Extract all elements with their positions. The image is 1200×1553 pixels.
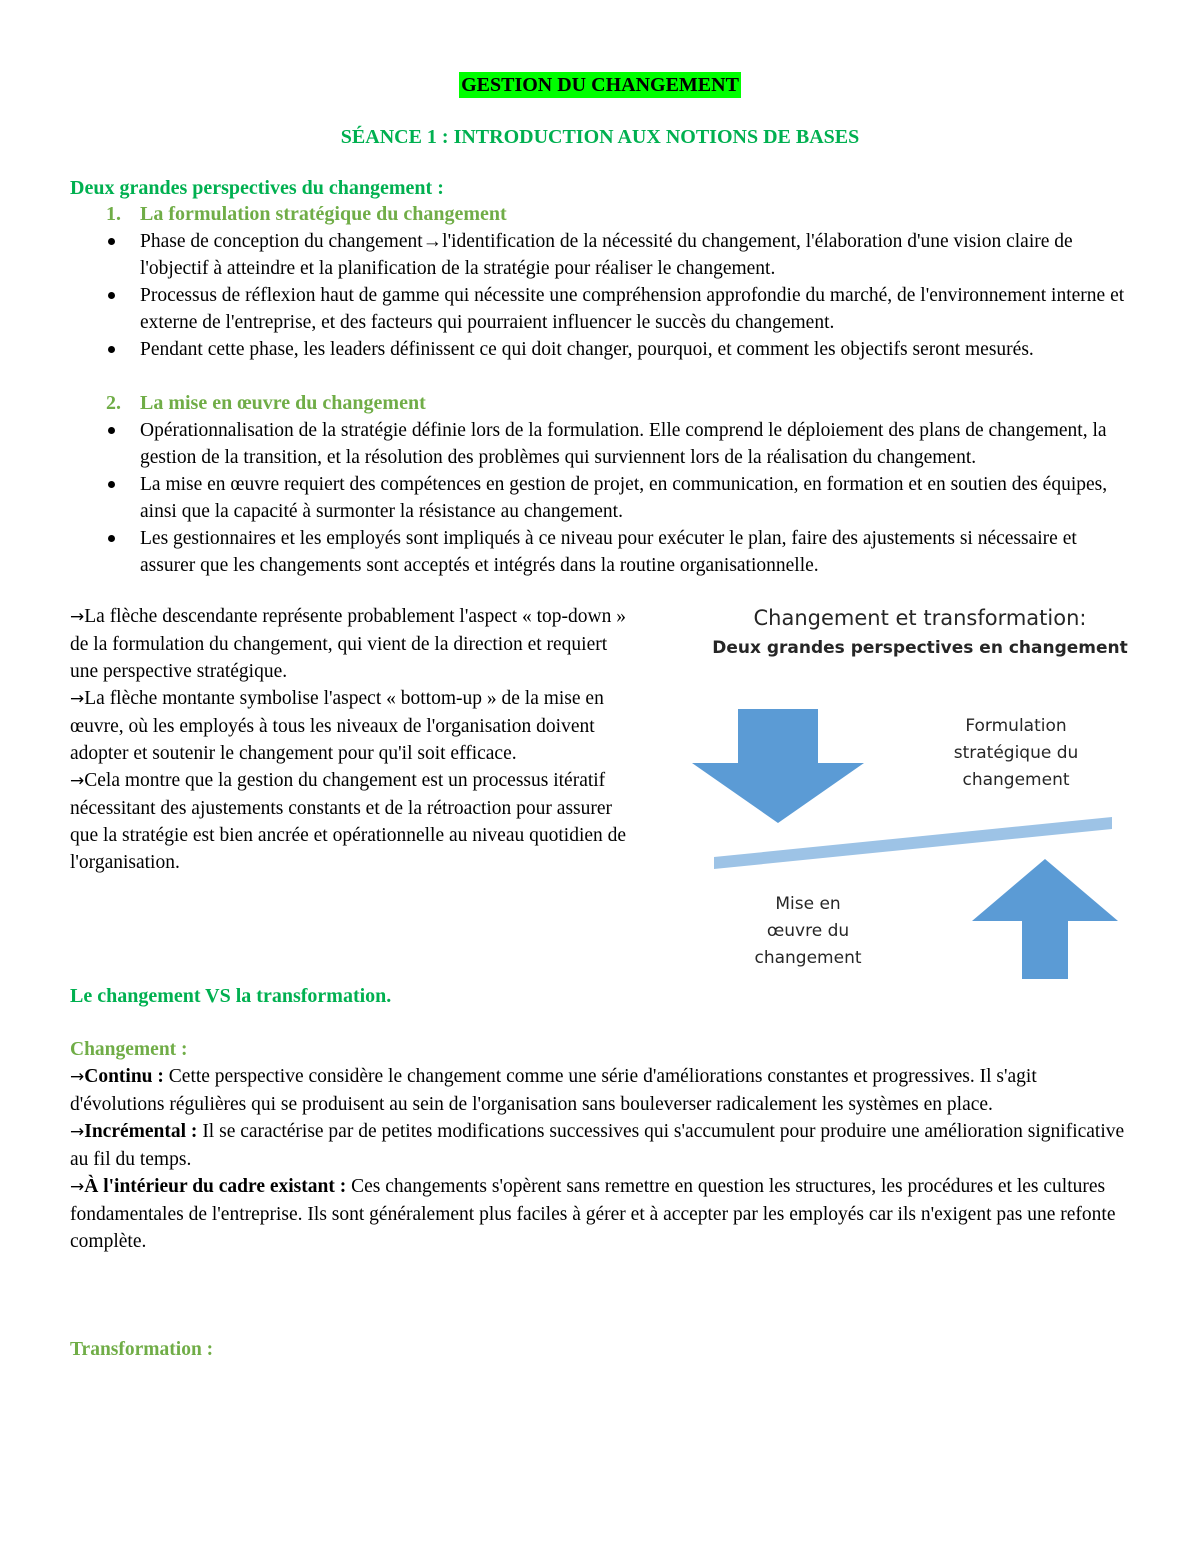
changement-item-continu bbox=[70, 1063, 1130, 1118]
item-title: La mise en œuvre du changement bbox=[140, 392, 426, 414]
up-arrow-icon bbox=[972, 859, 1118, 979]
right-arrow-icon: → bbox=[70, 771, 85, 791]
list-item bbox=[70, 471, 1130, 525]
bullet-icon bbox=[108, 427, 115, 434]
down-arrow-icon bbox=[692, 709, 864, 823]
formulation-label-line-1: Formulation bbox=[965, 716, 1067, 736]
list-item bbox=[70, 228, 1130, 282]
note-bottom-up bbox=[70, 685, 630, 767]
note-top-down bbox=[70, 603, 630, 685]
section-heading-changement-vs-transformation: Le changement VS la transformation. bbox=[70, 985, 392, 1007]
mise-label-line-3: changement bbox=[754, 948, 862, 968]
bullet-icon bbox=[108, 238, 115, 245]
title-row bbox=[70, 72, 1130, 102]
bullet-text: Phase de conception du changement→l'identification de la nécessité du changement, l'élaboration d'une vision claire de l'objectif à atteindre et la planification de la stratégie pour réaliser le changement. bbox=[140, 231, 1073, 279]
session-subtitle: SÉANCE 1 : INTRODUCTION AUX NOTIONS DE BASES bbox=[340, 126, 860, 148]
note-text: La flèche montante symbolise l'aspect « bottom-up » de la mise en œuvre, où les employés à tous les niveaux de l'organisation doivent adopter et soutenir le changement pour qu'il soit efficace. bbox=[70, 688, 604, 764]
arrow-notes bbox=[70, 603, 630, 876]
item-text: Ces changements s'opèrent sans remettre en question les structures, les procédures et les cultures fondamentales de l'entreprise. Ils sont généralement plus faciles à gérer et à accepter par les employés car ils n'exigent pas une refonte complète. bbox=[70, 1176, 1116, 1252]
right-arrow-icon: → bbox=[70, 689, 85, 709]
bullet-text: Pendant cette phase, les leaders définissent ce qui doit changer, pourquoi, et comment les objectifs seront mesurés. bbox=[140, 339, 1034, 360]
document-title: GESTION DU CHANGEMENT bbox=[461, 74, 739, 96]
right-arrow-icon: → bbox=[70, 1122, 85, 1142]
item-label: Incrémental : bbox=[84, 1121, 198, 1142]
formulation-label-line-2: stratégique du bbox=[953, 743, 1079, 763]
perspectives-diagram bbox=[690, 603, 1130, 983]
notes-and-diagram bbox=[70, 603, 1130, 983]
right-arrow-icon: → bbox=[70, 1177, 85, 1197]
bullet-icon bbox=[108, 346, 115, 353]
bullet-icon bbox=[108, 292, 115, 299]
mise-label-line-2: œuvre du bbox=[766, 921, 850, 941]
list-item bbox=[70, 336, 1130, 363]
bullet-list-mise-en-oeuvre bbox=[70, 417, 1130, 579]
note-text: Cela montre que la gestion du changement est un processus itératif nécessitant des ajustements constants et de la rétroaction pour assurer que la stratégie est bien ancrée et opérationnelle au niveau quotidien de l'organisation. bbox=[70, 770, 627, 873]
note-text: La flèche descendante représente probablement l'aspect « top-down » de la formulation du changement, qui vient de la direction et requiert une perspective stratégique. bbox=[70, 606, 626, 682]
document-page bbox=[70, 72, 1130, 1363]
balance-bar bbox=[714, 817, 1112, 869]
item-title: La formulation stratégique du changement bbox=[140, 203, 507, 225]
note-iterative bbox=[70, 767, 630, 876]
item-text: Cette perspective considère le changement comme une série d'améliorations constantes et progressives. Il s'agit d'évolutions régulières qui se produisent au sein de l'organisation sans bouleverser radicalement les systèmes en place. bbox=[70, 1066, 1037, 1115]
mise-label-line-1: Mise en bbox=[775, 894, 841, 914]
item-number: 2. bbox=[106, 392, 121, 414]
diagram-title: Changement et transformation: bbox=[753, 606, 1087, 630]
changement-item-cadre-existant bbox=[70, 1173, 1130, 1255]
bullet-text: Processus de réflexion haut de gamme qui nécessite une compréhension approfondie du marché, de l'environnement interne et externe de l'entreprise, et des facteurs qui pourraient influencer le succès du changement. bbox=[140, 285, 1125, 333]
section-heading-perspectives: Deux grandes perspectives du changement : bbox=[70, 177, 444, 199]
list-item bbox=[70, 282, 1130, 336]
bullet-text: Opérationnalisation de la stratégie définie lors de la formulation. Elle comprend le déploiement des plans de changement, la gestion de la transition, et la résolution des problèmes qui surviennent lors de la réalisation du changement. bbox=[140, 420, 1107, 468]
item-number: 1. bbox=[106, 203, 121, 225]
spacer bbox=[70, 1255, 1130, 1336]
item-text: Il se caractérise par de petites modifications successives qui s'accumulent pour produire une amélioration significative au fil du temps. bbox=[70, 1121, 1125, 1170]
numbered-item-mise-en-oeuvre bbox=[70, 390, 1130, 417]
bullet-icon bbox=[108, 535, 115, 542]
right-arrow-icon: → bbox=[70, 1067, 85, 1087]
spacer bbox=[70, 1009, 1130, 1036]
changement-item-incremental bbox=[70, 1118, 1130, 1173]
changement-heading: Changement : bbox=[70, 1039, 188, 1060]
numbered-item-formulation bbox=[70, 201, 1130, 228]
list-item bbox=[70, 525, 1130, 579]
transformation-heading: Transformation : bbox=[70, 1339, 214, 1360]
list-item bbox=[70, 417, 1130, 471]
right-arrow-icon: → bbox=[70, 607, 85, 627]
bullet-list-formulation bbox=[70, 228, 1130, 363]
bullet-text: La mise en œuvre requiert des compétences en gestion de projet, en communication, en formation et en soutien des équipes, ainsi que la capacité à surmonter la résistance au changement. bbox=[140, 474, 1108, 522]
item-label: Continu : bbox=[84, 1066, 164, 1087]
bullet-text: Les gestionnaires et les employés sont impliqués à ce niveau pour exécuter le plan, faire des ajustements si nécessaire et assurer que les changements sont acceptés et intégrés dans la routine organisationnelle. bbox=[140, 528, 1077, 576]
item-label: À l'intérieur du cadre existant : bbox=[84, 1176, 347, 1197]
formulation-label-line-3: changement bbox=[962, 770, 1070, 790]
bullet-icon bbox=[108, 481, 115, 488]
diagram-subtitle: Deux grandes perspectives en changement bbox=[712, 638, 1128, 658]
spacer bbox=[70, 363, 1130, 390]
